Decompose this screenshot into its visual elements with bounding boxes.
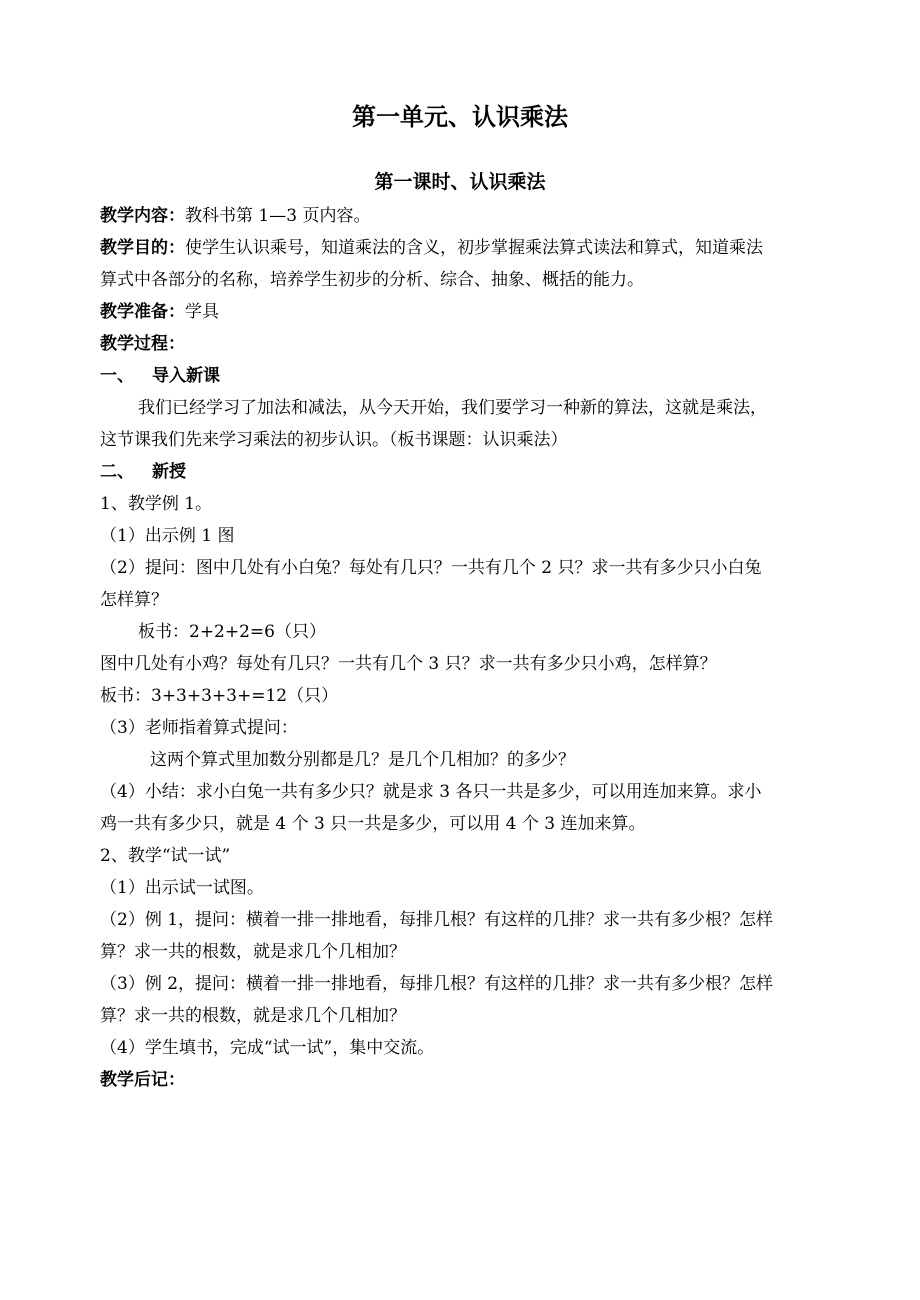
- para-2-4: （4）学生填书，完成“试一试”，集中交流。: [100, 1038, 435, 1058]
- para-1-4b: 鸡一共有多少只，就是 4 个 3 只一共是多少，可以用 4 个 3 连加来算。: [100, 814, 646, 834]
- para-1: 1、教学例 1。: [100, 494, 213, 514]
- para-1-2d: 图中几处有小鸡？每处有几只？一共有几个 3 只？求一共有多少只小鸡，怎样算？: [100, 654, 717, 674]
- document-title: 第一单元、认识乘法: [352, 103, 568, 131]
- goal-label: 教学目的：: [100, 238, 185, 258]
- content-text: 教科书第 1—3 页内容。: [185, 206, 371, 226]
- goal-line-2: 算式中各部分的名称，培养学生初步的分析、综合、抽象、概括的能力。: [100, 270, 644, 290]
- goal-text-1: 使学生认识乘号，知道乘法的含义，初步掌握乘法算式读法和算式，知道乘法: [185, 238, 763, 258]
- para-1-2a: （2）提问：图中几处有小白兔？每处有几只？一共有几个 2 只？求一共有多少只小白兔: [100, 558, 762, 578]
- para-1-2b: 怎样算？: [100, 590, 168, 610]
- document-body: [100, 200, 830, 1096]
- section-1-heading: [100, 360, 830, 392]
- para-2-2b: 算？求一共的根数，就是求几个几相加？: [100, 942, 406, 962]
- para-2-3b: 算？求一共的根数，就是求几个几相加？: [100, 1006, 406, 1026]
- section-2-heading: [100, 456, 830, 488]
- para-1-3a: 这两个算式里加数分别都是几？是几个几相加？的多少？: [150, 750, 575, 770]
- lesson-subtitle: 第一课时、认识乘法: [374, 171, 546, 193]
- goal-line-1: [100, 232, 830, 264]
- para-1-3: （3）老师指着算式提问：: [100, 718, 298, 738]
- board-1: 板书：2+2+2=6（只）: [138, 622, 326, 642]
- para-1-4a: （4）小结：求小白兔一共有多少只？就是求 3 各只一共是多少，可以用连加来算。求小: [100, 782, 762, 802]
- para-2-3a: （3）例 2，提问：横着一排一排地看，每排几根？有这样的几排？求一共有多少根？怎样: [100, 974, 774, 994]
- content-label: 教学内容：: [100, 206, 185, 226]
- prep-label: 教学准备：: [100, 302, 185, 322]
- section-1-number: 一、: [100, 366, 134, 386]
- intro-line-2: 这节课我们先来学习乘法的初步认识。（板书课题：认识乘法）: [100, 430, 568, 450]
- para-1-1: （1）出示例 1 图: [100, 526, 235, 546]
- content-line: [100, 200, 830, 232]
- board-2: 板书：3+3+3+3+=12（只）: [100, 686, 339, 706]
- prep-line: [100, 296, 830, 328]
- para-2-2a: （2）例 1，提问：横着一排一排地看，每排几根？有这样的几排？求一共有多少根？怎样: [100, 910, 774, 930]
- section-1-title: 导入新课: [152, 366, 220, 386]
- para-2-1: （1）出示试一试图。: [100, 878, 264, 898]
- para-2: 2、教学“试一试”: [100, 846, 231, 866]
- section-2-title: 新授: [152, 462, 186, 482]
- prep-text: 学具: [185, 302, 219, 322]
- section-2-number: 二、: [100, 462, 134, 482]
- after-notes-label: 教学后记：: [100, 1070, 185, 1090]
- process-label: 教学过程：: [100, 334, 185, 354]
- intro-line-1: 我们已经学习了加法和减法，从今天开始，我们要学习一种新的算法，这就是乘法，: [138, 398, 767, 418]
